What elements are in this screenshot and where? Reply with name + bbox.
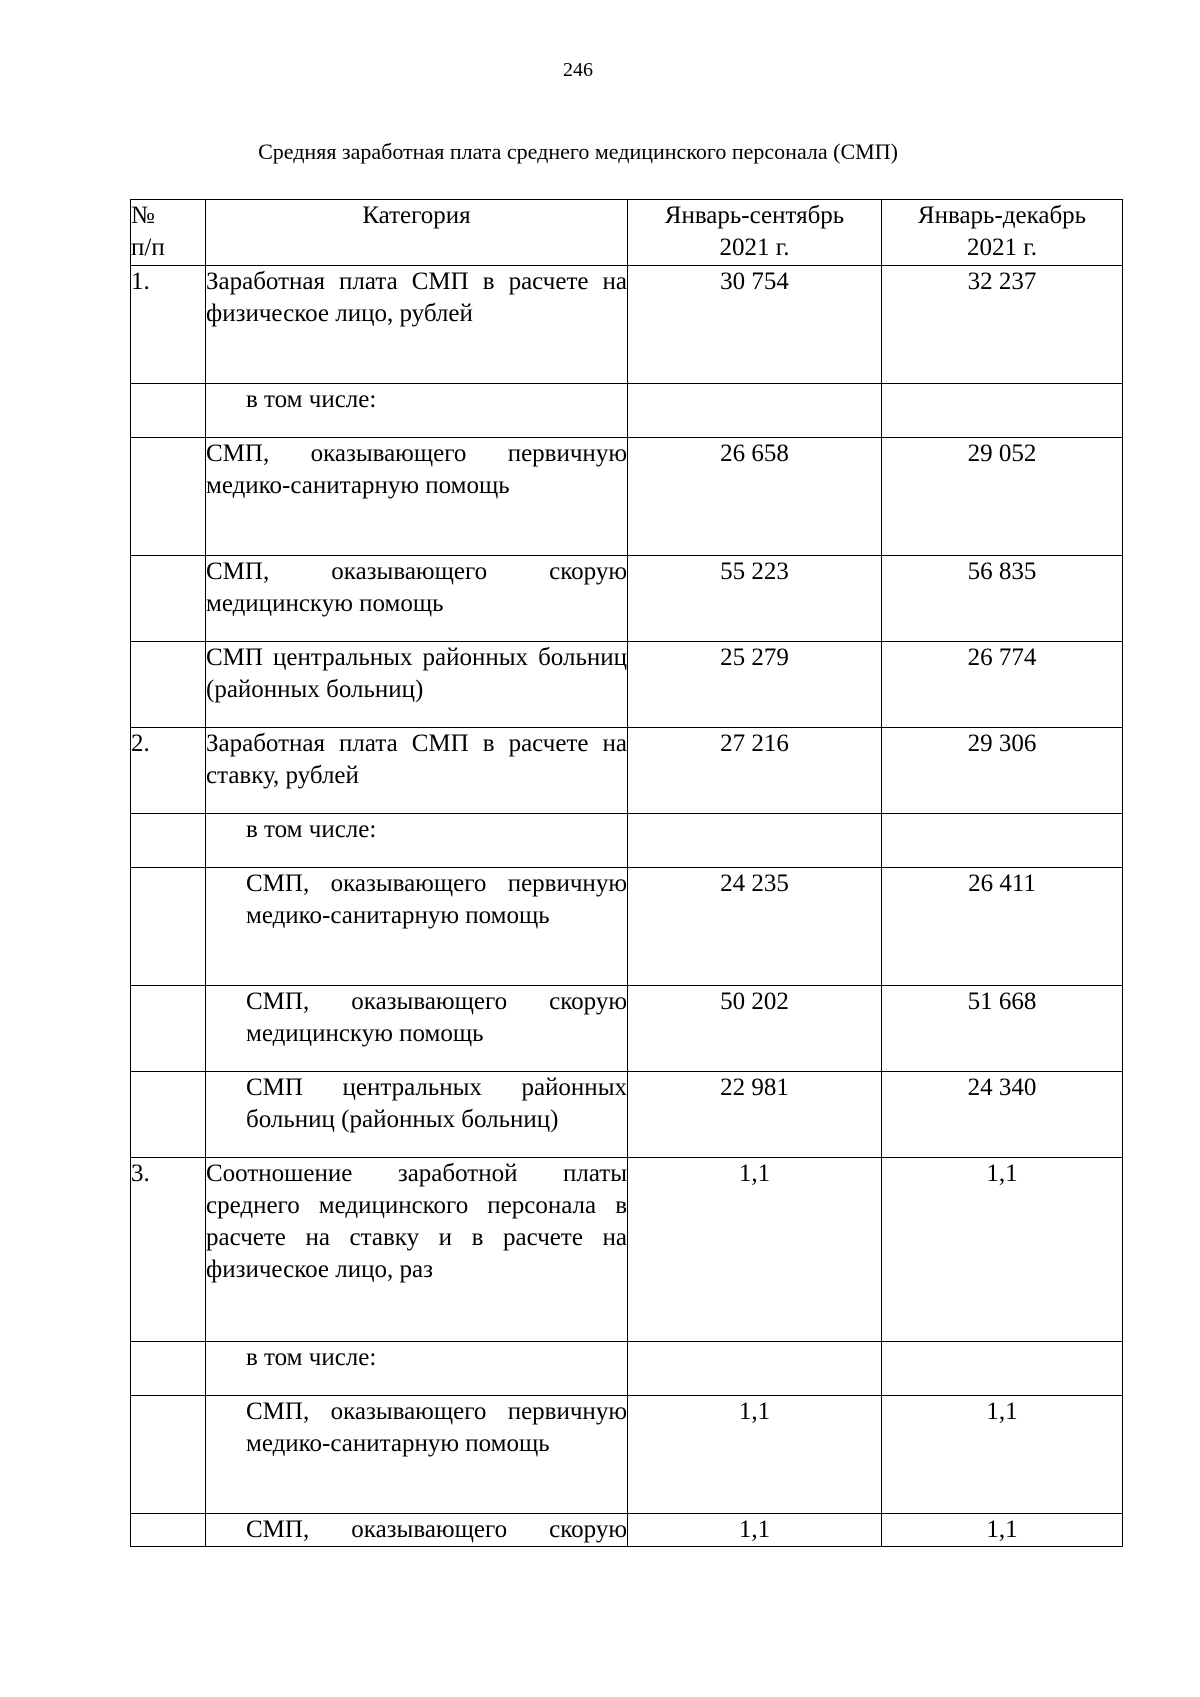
row-value-jan-sep: [628, 384, 882, 438]
row-value-jan-sep: 27 216: [628, 728, 882, 814]
table-header-row: [131, 200, 1123, 266]
table-row: [131, 642, 1123, 728]
row-category: СМП, оказывающего первичную медико-санитарную помощь: [206, 1396, 628, 1514]
row-number: 1.: [131, 266, 206, 384]
row-number: [131, 1342, 206, 1396]
table-row: [131, 384, 1123, 438]
table-row: [131, 1158, 1123, 1342]
row-value-jan-dec: 1,1: [882, 1158, 1123, 1342]
table-row: [131, 868, 1123, 986]
table-row: [131, 556, 1123, 642]
row-value-jan-sep: 55 223: [628, 556, 882, 642]
header-period1-line1: Январь-сентябрь: [664, 202, 845, 229]
row-category: СМП, оказывающего скорую медицинскую помощь: [206, 986, 628, 1072]
row-value-jan-sep: 24 235: [628, 868, 882, 986]
row-category: в том числе:: [206, 814, 628, 868]
column-header-number: [131, 200, 206, 266]
row-number: [131, 868, 206, 986]
header-period1-line2: 2021 г.: [719, 234, 790, 261]
page-number: 246: [563, 59, 593, 81]
row-value-jan-dec: 51 668: [882, 986, 1123, 1072]
header-number-line2: п/п: [131, 234, 165, 261]
header-period2-line1: Январь-декабрь: [917, 202, 1087, 229]
row-value-jan-sep: 25 279: [628, 642, 882, 728]
row-value-jan-dec: 29 306: [882, 728, 1123, 814]
row-number: [131, 384, 206, 438]
table-row: [131, 986, 1123, 1072]
row-category: СМП центральных районных больниц (районных больниц): [206, 1072, 628, 1158]
row-category: СМП центральных районных больниц (районных больниц): [206, 642, 628, 728]
row-value-jan-dec: [882, 814, 1123, 868]
row-category: в том числе:: [206, 384, 628, 438]
row-value-jan-dec: [882, 384, 1123, 438]
row-value-jan-sep: 1,1: [628, 1396, 882, 1514]
table-row: [131, 814, 1123, 868]
row-number: [131, 1072, 206, 1158]
row-category: в том числе:: [206, 1342, 628, 1396]
column-header-category: Категория: [206, 200, 628, 266]
row-value-jan-sep: 26 658: [628, 438, 882, 556]
row-value-jan-dec: 26 411: [882, 868, 1123, 986]
column-header-jan-sep-2021: [628, 200, 882, 266]
row-number: [131, 438, 206, 556]
row-value-jan-sep: 1,1: [628, 1514, 882, 1547]
table-row: [131, 1072, 1123, 1158]
row-category: СМП, оказывающего первичную медико-санитарную помощь: [206, 868, 628, 986]
row-category: СМП, оказывающего скорую: [206, 1514, 628, 1547]
row-category: Заработная плата СМП в расчете на физическое лицо, рублей: [206, 266, 628, 384]
row-category: СМП, оказывающего скорую медицинскую помощь: [206, 556, 628, 642]
header-number-line1: №: [131, 202, 155, 229]
row-value-jan-dec: 1,1: [882, 1396, 1123, 1514]
table-row: [131, 266, 1123, 384]
row-value-jan-dec: 56 835: [882, 556, 1123, 642]
row-value-jan-sep: [628, 814, 882, 868]
row-category: СМП, оказывающего первичную медико-санитарную помощь: [206, 438, 628, 556]
row-value-jan-sep: 30 754: [628, 266, 882, 384]
row-value-jan-sep: [628, 1342, 882, 1396]
row-value-jan-dec: 32 237: [882, 266, 1123, 384]
row-value-jan-dec: 24 340: [882, 1072, 1123, 1158]
table-row: [131, 438, 1123, 556]
row-category: Заработная плата СМП в расчете на ставку, рублей: [206, 728, 628, 814]
row-value-jan-dec: 29 052: [882, 438, 1123, 556]
table-row: [131, 728, 1123, 814]
row-number: [131, 814, 206, 868]
document-title: Средняя заработная плата среднего медицинского персонала (СМП): [258, 139, 898, 164]
row-value-jan-sep: 22 981: [628, 1072, 882, 1158]
header-period2-line2: 2021 г.: [967, 234, 1037, 261]
row-value-jan-sep: 1,1: [628, 1158, 882, 1342]
row-number: [131, 986, 206, 1072]
table-row: [131, 1396, 1123, 1514]
column-header-jan-dec-2021: [882, 200, 1123, 266]
row-number: 3.: [131, 1158, 206, 1342]
row-number: 2.: [131, 728, 206, 814]
table-row: [131, 1342, 1123, 1396]
row-value-jan-dec: 26 774: [882, 642, 1123, 728]
table-row: [131, 1514, 1123, 1547]
row-value-jan-dec: 1,1: [882, 1514, 1123, 1547]
row-number: [131, 556, 206, 642]
row-category: Соотношение заработной платы среднего медицинского персонала в расчете на ставку и в расчете на физическое лицо, раз: [206, 1158, 628, 1342]
row-number: [131, 1396, 206, 1514]
row-value-jan-sep: 50 202: [628, 986, 882, 1072]
row-number: [131, 1514, 206, 1547]
salary-table: [130, 199, 1123, 1547]
row-number: [131, 642, 206, 728]
row-value-jan-dec: [882, 1342, 1123, 1396]
